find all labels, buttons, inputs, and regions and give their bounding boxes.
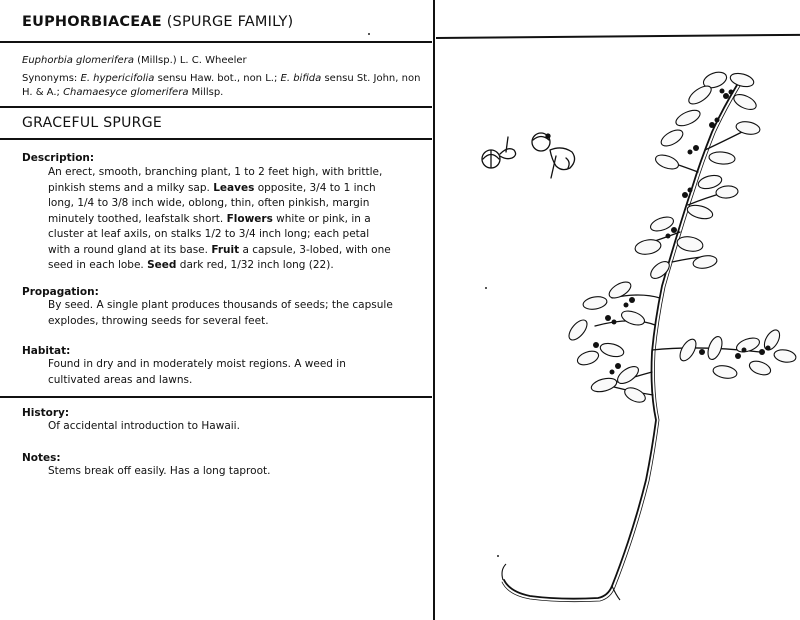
notes-heading: Notes: — [22, 452, 61, 464]
leaves-label: Leaves — [213, 181, 255, 194]
description-text-1: An erect, smooth, branching plant, 1 to 2 feet high, with brittle, pinkish stems and a milky sap. — [48, 166, 383, 194]
synonym-2: E. bifida — [280, 73, 322, 84]
history-body: Of accidental introduction to Hawaii. — [48, 420, 240, 432]
capsule-left-icon — [482, 137, 516, 168]
capsule-right-icon — [532, 133, 575, 178]
description-heading: Description: — [22, 152, 95, 164]
fruit-label: Fruit — [211, 243, 240, 256]
propagation-body: By seed. A single plant produces thousands of seeds; the capsule explodes, throwing seeds for several feet. — [48, 299, 393, 327]
scientific-name: Euphorbia glomerifera — [22, 55, 134, 66]
synonym-1-authority: sensu Haw. bot., non L.; — [157, 73, 278, 84]
family-common: (SPURGE FAMILY) — [166, 14, 294, 30]
scientific-authority: (Millsp.) L. C. Wheeler — [137, 55, 247, 66]
description-text-3: white or pink, in a cluster at leaf axils, on stalks 1/2 to 3/4 inch long; each petal with a round gland at its base. — [48, 212, 371, 256]
notes-body: Stems break off easily. Has a long taproot. — [48, 465, 271, 477]
synonyms-label: Synonyms: — [22, 73, 78, 84]
synonym-2-authority: sensu St. John, non H. & A.; — [22, 73, 421, 98]
family-name: EUPHORBIACEAE — [22, 14, 162, 30]
common-name: GRACEFUL SPURGE — [22, 115, 163, 131]
description-text-4: a capsule, 3-lobed, with one seed in each lobe. — [48, 243, 391, 271]
propagation-heading: Propagation: — [22, 286, 99, 298]
flowers-label: Flowers — [226, 212, 273, 225]
description-text-5: dark red, 1/32 inch long (22). — [179, 259, 334, 271]
habitat-body: Found in dry and in moderately moist regions. A weed in cultivated areas and lawns. — [48, 358, 346, 386]
taproot — [502, 564, 620, 600]
history-heading: History: — [22, 407, 70, 419]
synonym-3: Chamaesyce glomerifera — [63, 87, 189, 98]
seed-label: Seed — [147, 259, 177, 271]
description-text-2: opposite, 3/4 to 1 inch long, 1/4 to 3/8 inch wide, oblong, thin, often pinkish, margin minutely toothed, leafstalk short. — [48, 181, 376, 225]
synonym-3-authority: Millsp. — [191, 87, 224, 98]
main-stem — [504, 85, 737, 599]
habitat-heading: Habitat: — [22, 345, 71, 357]
synonym-1: E. hypericifolia — [80, 73, 155, 84]
